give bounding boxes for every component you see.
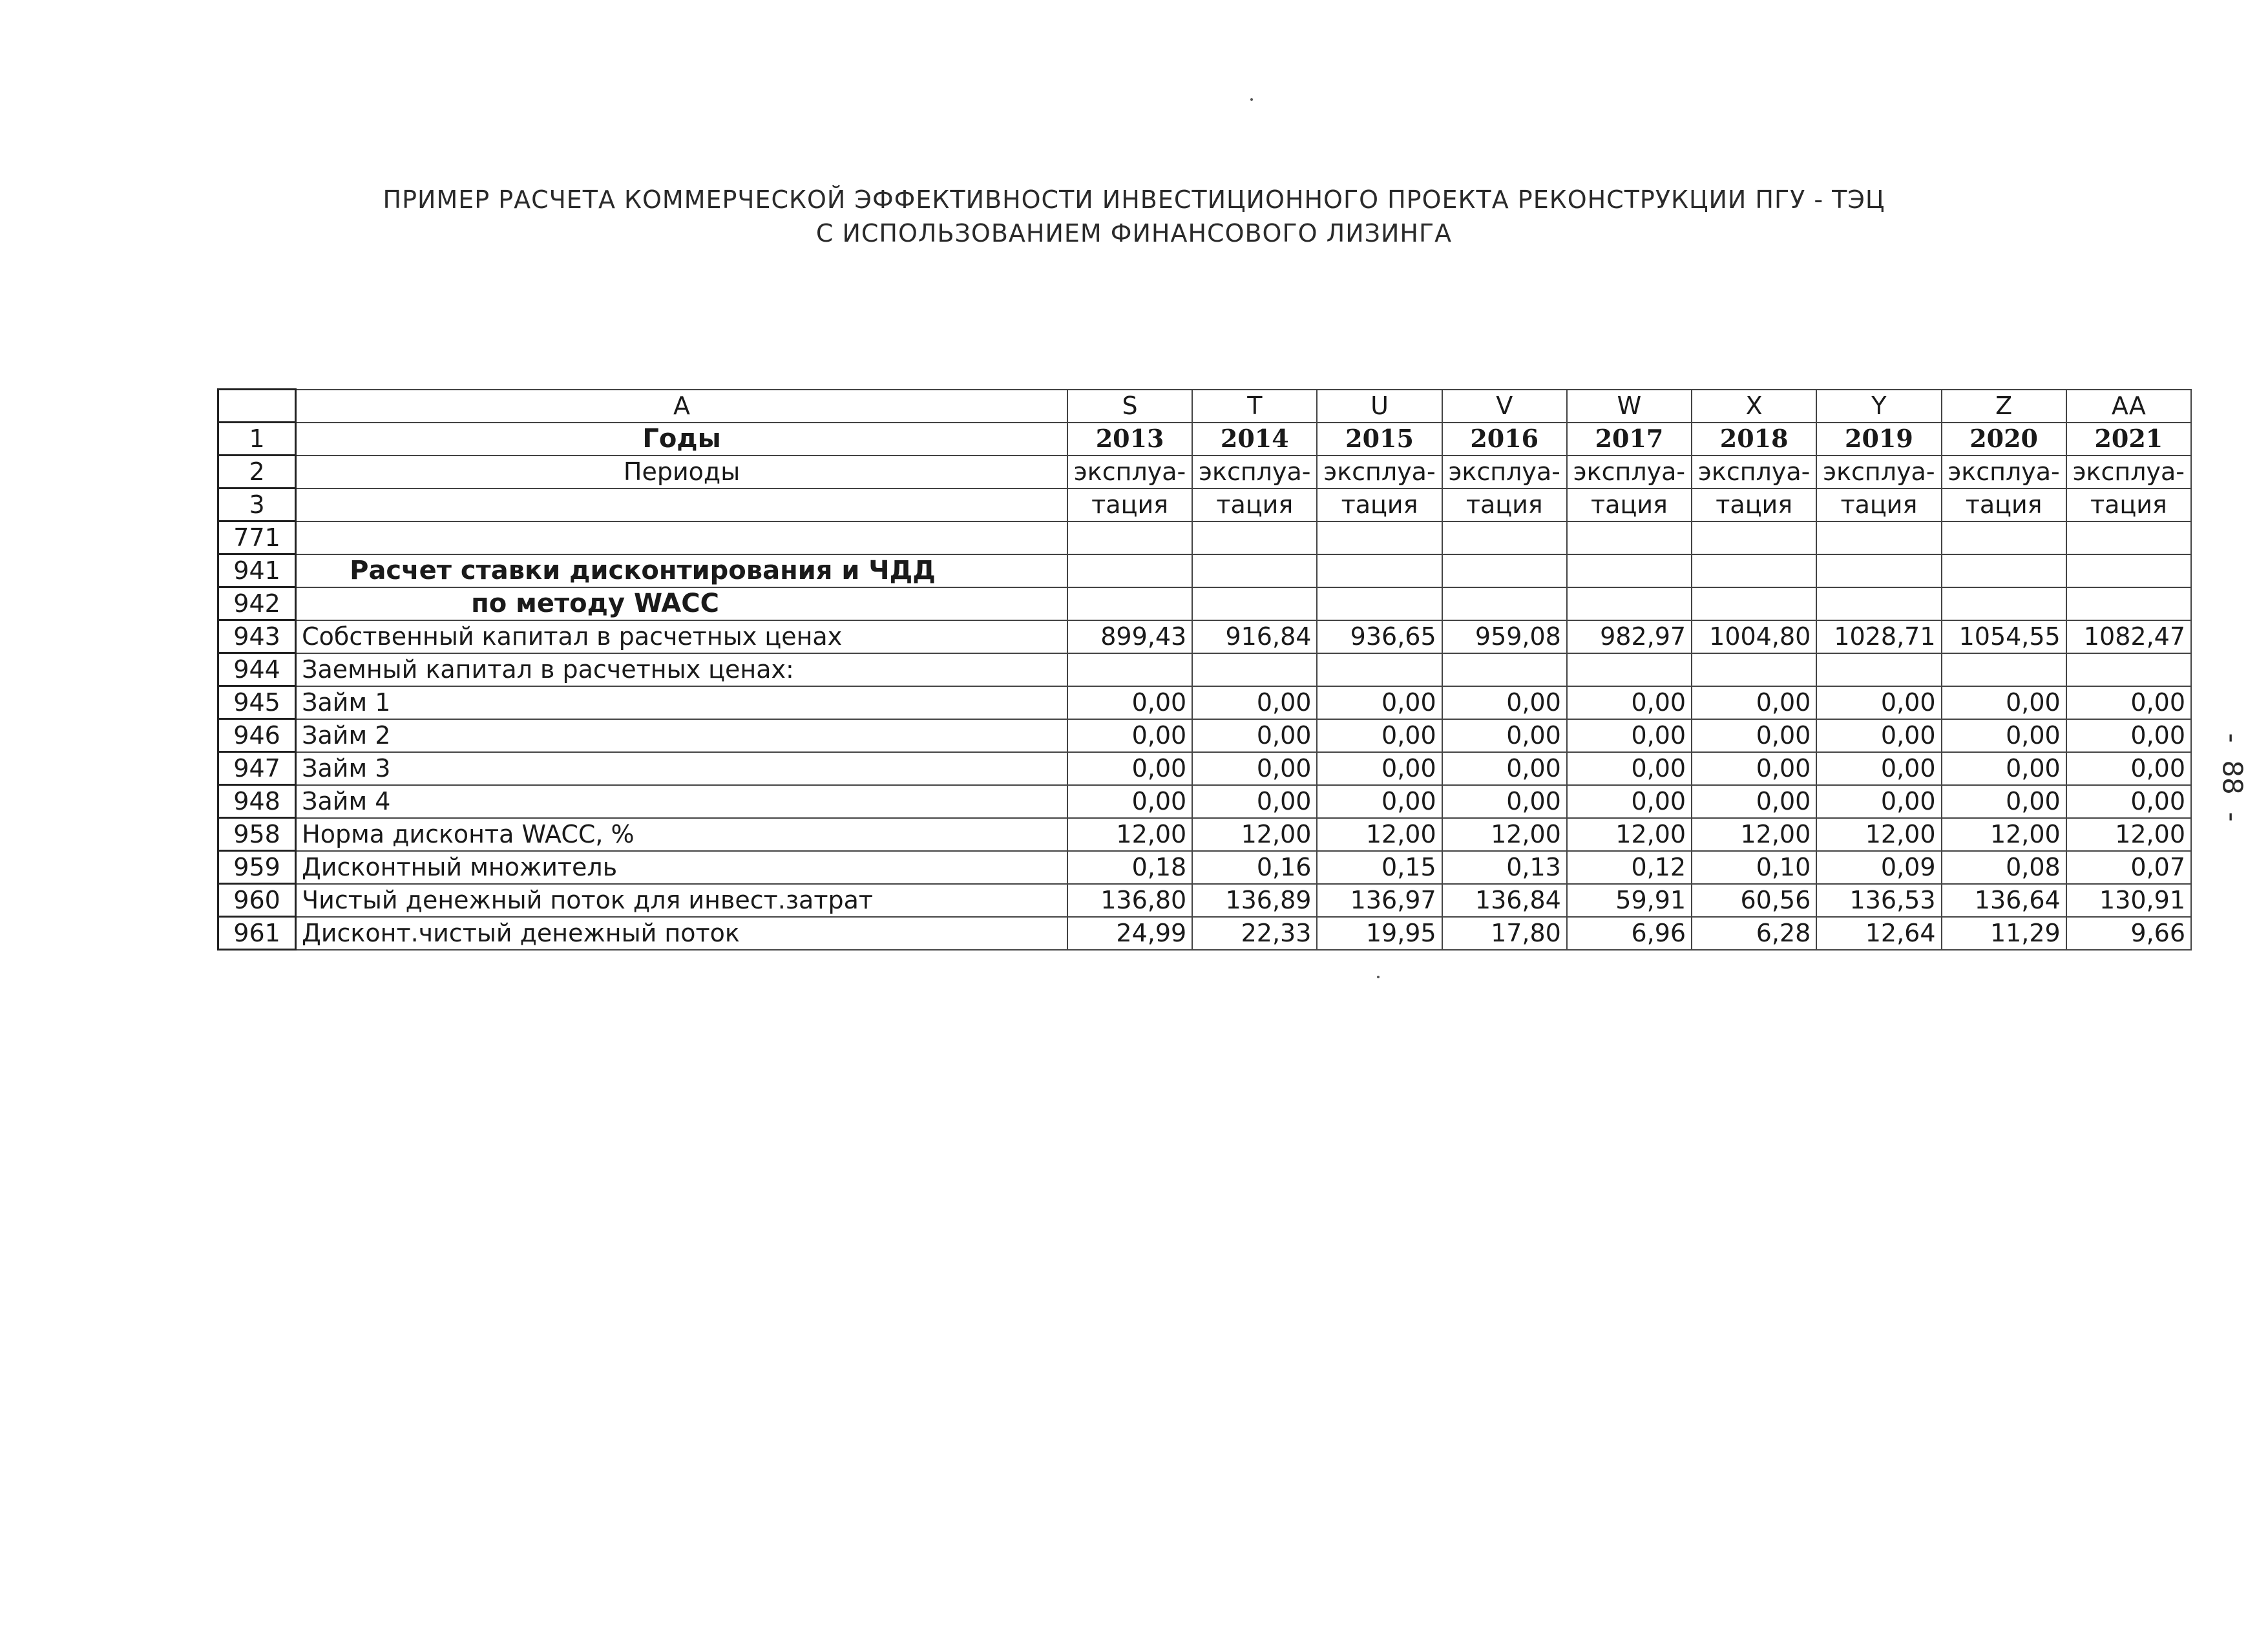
- row-label: Заемный капитал в расчетных ценах:: [296, 653, 1067, 686]
- period-cell: тация: [1567, 488, 1692, 521]
- value-cell: 899,43: [1067, 620, 1192, 653]
- value-cell: 0,00: [1816, 785, 1941, 818]
- table-row: [218, 851, 2192, 884]
- value-cell: 0,00: [1067, 719, 1192, 752]
- year-cell: 2021: [2066, 423, 2191, 456]
- section-heading-row-1: [218, 554, 2192, 587]
- empty-cell: [1317, 521, 1442, 554]
- value-cell: 936,65: [1317, 620, 1442, 653]
- value-cell: 1054,55: [1942, 620, 2066, 653]
- value-cell: 0,00: [1692, 785, 1816, 818]
- value-cell: [1567, 653, 1692, 686]
- year-cell: 2013: [1067, 423, 1192, 456]
- table-row: [218, 884, 2192, 917]
- value-cell: [1942, 653, 2066, 686]
- table-row: [218, 686, 2192, 719]
- value-cell: 0,00: [1317, 686, 1442, 719]
- value-cell: 136,80: [1067, 884, 1192, 917]
- value-cell: [1317, 653, 1442, 686]
- value-cell: 0,00: [1942, 686, 2066, 719]
- blank-row: [218, 521, 2192, 554]
- value-cell: 12,00: [1317, 818, 1442, 851]
- value-cell: 12,00: [1942, 818, 2066, 851]
- value-cell: 0,16: [1192, 851, 1317, 884]
- value-cell: 136,84: [1442, 884, 1567, 917]
- value-cell: 0,07: [2066, 851, 2191, 884]
- value-cell: 0,00: [2066, 752, 2191, 785]
- years-row: [218, 423, 2192, 456]
- value-cell: 0,00: [1692, 752, 1816, 785]
- value-cell: 0,00: [1567, 752, 1692, 785]
- period-cell: эксплуа-: [1192, 456, 1317, 488]
- value-cell: 12,00: [2066, 818, 2191, 851]
- value-cell: 0,00: [1442, 719, 1567, 752]
- column-header: Y: [1816, 390, 1941, 423]
- periods2-label: [296, 488, 1067, 521]
- empty-cell: [1192, 587, 1317, 620]
- value-cell: 136,64: [1942, 884, 2066, 917]
- value-cell: 0,13: [1442, 851, 1567, 884]
- table-row: [218, 653, 2192, 686]
- period-cell: эксплуа-: [1816, 456, 1941, 488]
- section-heading-row-2: [218, 587, 2192, 620]
- year-cell: 2019: [1816, 423, 1941, 456]
- empty-cell: [1567, 587, 1692, 620]
- column-header: U: [1317, 390, 1442, 423]
- value-cell: 0,00: [1067, 752, 1192, 785]
- column-header: T: [1192, 390, 1317, 423]
- row-number: 941: [218, 554, 296, 587]
- column-header: S: [1067, 390, 1192, 423]
- column-header: W: [1567, 390, 1692, 423]
- period-cell: эксплуа-: [1567, 456, 1692, 488]
- row-number: 945: [218, 686, 296, 719]
- value-cell: 12,00: [1816, 818, 1941, 851]
- value-cell: 982,97: [1567, 620, 1692, 653]
- title-line-2: С ИСПОЛЬЗОВАНИЕМ ФИНАНСОВОГО ЛИЗИНГА: [815, 219, 1453, 247]
- value-cell: [1067, 653, 1192, 686]
- empty-cell: [2066, 554, 2191, 587]
- value-cell: 0,00: [1317, 719, 1442, 752]
- empty-cell: [1317, 554, 1442, 587]
- value-cell: 0,00: [1567, 785, 1692, 818]
- period-cell: эксплуа-: [1442, 456, 1567, 488]
- years-label: Годы: [296, 423, 1067, 456]
- empty-cell: [1067, 554, 1192, 587]
- value-cell: 22,33: [1192, 917, 1317, 950]
- section-heading-line-2: по методу WACC: [296, 587, 1067, 620]
- empty-cell: [1067, 587, 1192, 620]
- table-row: [218, 917, 2192, 950]
- value-cell: 59,91: [1567, 884, 1692, 917]
- column-header-row: [218, 390, 2192, 423]
- row-number: 959: [218, 851, 296, 884]
- value-cell: 24,99: [1067, 917, 1192, 950]
- scan-speck: [1377, 976, 1380, 978]
- value-cell: 60,56: [1692, 884, 1816, 917]
- row-number: 943: [218, 620, 296, 653]
- value-cell: 0,00: [1192, 785, 1317, 818]
- row-label: Дисконтный множитель: [296, 851, 1067, 884]
- row-number: 2: [218, 456, 296, 488]
- year-cell: 2017: [1567, 423, 1692, 456]
- empty-cell: [1692, 554, 1816, 587]
- table-row: [218, 785, 2192, 818]
- value-cell: 959,08: [1442, 620, 1567, 653]
- table-row: [218, 719, 2192, 752]
- period-cell: эксплуа-: [1942, 456, 2066, 488]
- empty-cell: [1942, 554, 2066, 587]
- period-cell: тация: [2066, 488, 2191, 521]
- empty-cell: [1692, 521, 1816, 554]
- value-cell: 0,00: [1442, 785, 1567, 818]
- period-cell: тация: [1692, 488, 1816, 521]
- value-cell: 12,00: [1442, 818, 1567, 851]
- value-cell: 0,15: [1317, 851, 1442, 884]
- period-cell: тация: [1816, 488, 1941, 521]
- value-cell: 0,00: [1692, 686, 1816, 719]
- value-cell: 0,09: [1816, 851, 1941, 884]
- empty-cell: [1192, 521, 1317, 554]
- section-heading-line-1: Расчет ставки дисконтирования и ЧДД: [296, 554, 1067, 587]
- empty-cell: [1816, 554, 1941, 587]
- value-cell: 0,00: [2066, 785, 2191, 818]
- empty-cell: [1942, 587, 2066, 620]
- year-cell: 2016: [1442, 423, 1567, 456]
- value-cell: 0,00: [1192, 686, 1317, 719]
- value-cell: 9,66: [2066, 917, 2191, 950]
- value-cell: 0,00: [1067, 785, 1192, 818]
- value-cell: 19,95: [1317, 917, 1442, 950]
- value-cell: 6,28: [1692, 917, 1816, 950]
- empty-cell: [296, 521, 1067, 554]
- value-cell: 0,00: [1442, 686, 1567, 719]
- table-row: [218, 752, 2192, 785]
- period-cell: эксплуа-: [1317, 456, 1442, 488]
- empty-cell: [1442, 521, 1567, 554]
- value-cell: [1692, 653, 1816, 686]
- year-cell: 2020: [1942, 423, 2066, 456]
- empty-cell: [1442, 587, 1567, 620]
- empty-cell: [2066, 587, 2191, 620]
- value-cell: 0,00: [1067, 686, 1192, 719]
- row-label: Займ 2: [296, 719, 1067, 752]
- row-label: Норма дисконта WACC, %: [296, 818, 1067, 851]
- period-cell: эксплуа-: [2066, 456, 2191, 488]
- period-cell: тация: [1192, 488, 1317, 521]
- value-cell: 6,96: [1567, 917, 1692, 950]
- value-cell: 12,00: [1692, 818, 1816, 851]
- value-cell: 0,00: [1692, 719, 1816, 752]
- periods-row: [218, 456, 2192, 488]
- table-row: [218, 818, 2192, 851]
- row-number: 944: [218, 653, 296, 686]
- value-cell: 0,00: [1942, 752, 2066, 785]
- empty-cell: [1317, 587, 1442, 620]
- empty-cell: [1816, 587, 1941, 620]
- periods-row-2: [218, 488, 2192, 521]
- row-number: 961: [218, 917, 296, 950]
- spreadsheet-table: [217, 388, 2192, 951]
- value-cell: 0,08: [1942, 851, 2066, 884]
- column-header: X: [1692, 390, 1816, 423]
- page-number: - 88 -: [2216, 733, 2249, 822]
- value-cell: 0,18: [1067, 851, 1192, 884]
- column-header: Z: [1942, 390, 2066, 423]
- value-cell: 0,12: [1567, 851, 1692, 884]
- value-cell: 0,00: [1816, 686, 1941, 719]
- value-cell: 0,00: [1317, 785, 1442, 818]
- empty-cell: [1567, 521, 1692, 554]
- empty-cell: [2066, 521, 2191, 554]
- row-label: Займ 4: [296, 785, 1067, 818]
- value-cell: [1192, 653, 1317, 686]
- year-cell: 2018: [1692, 423, 1816, 456]
- value-cell: 1028,71: [1816, 620, 1941, 653]
- row-label: Чистый денежный поток для инвест.затрат: [296, 884, 1067, 917]
- value-cell: 12,00: [1192, 818, 1317, 851]
- value-cell: 0,00: [1442, 752, 1567, 785]
- row-number: 947: [218, 752, 296, 785]
- value-cell: 0,00: [1192, 719, 1317, 752]
- row-number: 942: [218, 587, 296, 620]
- period-cell: тация: [1067, 488, 1192, 521]
- row-number: 771: [218, 521, 296, 554]
- value-cell: 11,29: [1942, 917, 2066, 950]
- corner-cell: [218, 390, 296, 423]
- value-cell: 17,80: [1442, 917, 1567, 950]
- row-number: 1: [218, 423, 296, 456]
- row-label: Займ 3: [296, 752, 1067, 785]
- value-cell: 136,89: [1192, 884, 1317, 917]
- value-cell: 136,97: [1317, 884, 1442, 917]
- value-cell: 0,00: [1942, 785, 2066, 818]
- value-cell: 0,00: [1192, 752, 1317, 785]
- value-cell: 12,00: [1067, 818, 1192, 851]
- column-header: AA: [2066, 390, 2191, 423]
- title-line-1: ПРИМЕР РАСЧЕТА КОММЕРЧЕСКОЙ ЭФФЕКТИВНОСТИ ИНВЕСТИЦИОННОГО ПРОЕКТА РЕКОНСТРУКЦИИ ПГУ - ТЭЦ: [383, 185, 1885, 214]
- row-number: 960: [218, 884, 296, 917]
- scan-speck: [1250, 98, 1253, 101]
- value-cell: 916,84: [1192, 620, 1317, 653]
- value-cell: 0,00: [1317, 752, 1442, 785]
- period-cell: эксплуа-: [1692, 456, 1816, 488]
- value-cell: 0,00: [2066, 686, 2191, 719]
- value-cell: 12,00: [1567, 818, 1692, 851]
- value-cell: 136,53: [1816, 884, 1941, 917]
- row-label: Займ 1: [296, 686, 1067, 719]
- value-cell: 0,00: [1816, 752, 1941, 785]
- value-cell: 0,00: [1567, 719, 1692, 752]
- empty-cell: [1692, 587, 1816, 620]
- period-cell: эксплуа-: [1067, 456, 1192, 488]
- value-cell: 0,00: [2066, 719, 2191, 752]
- row-number: 948: [218, 785, 296, 818]
- year-cell: 2014: [1192, 423, 1317, 456]
- value-cell: 0,00: [1816, 719, 1941, 752]
- value-cell: [1816, 653, 1941, 686]
- document-title: [0, 183, 2268, 250]
- value-cell: 130,91: [2066, 884, 2191, 917]
- value-cell: 1004,80: [1692, 620, 1816, 653]
- empty-cell: [1816, 521, 1941, 554]
- empty-cell: [1067, 521, 1192, 554]
- value-cell: 0,00: [1942, 719, 2066, 752]
- value-cell: 0,00: [1567, 686, 1692, 719]
- value-cell: 1082,47: [2066, 620, 2191, 653]
- value-cell: [2066, 653, 2191, 686]
- empty-cell: [1192, 554, 1317, 587]
- period-cell: тация: [1442, 488, 1567, 521]
- year-cell: 2015: [1317, 423, 1442, 456]
- row-label: Собственный капитал в расчетных ценах: [296, 620, 1067, 653]
- periods-label: Периоды: [296, 456, 1067, 488]
- value-cell: 0,10: [1692, 851, 1816, 884]
- empty-cell: [1567, 554, 1692, 587]
- value-cell: [1442, 653, 1567, 686]
- period-cell: тация: [1317, 488, 1442, 521]
- column-header: V: [1442, 390, 1567, 423]
- row-number: 958: [218, 818, 296, 851]
- row-number: 946: [218, 719, 296, 752]
- table-row: [218, 620, 2192, 653]
- period-cell: тация: [1942, 488, 2066, 521]
- value-cell: 12,64: [1816, 917, 1941, 950]
- row-number: 3: [218, 488, 296, 521]
- row-label: Дисконт.чистый денежный поток: [296, 917, 1067, 950]
- empty-cell: [1442, 554, 1567, 587]
- column-header: A: [296, 390, 1067, 423]
- empty-cell: [1942, 521, 2066, 554]
